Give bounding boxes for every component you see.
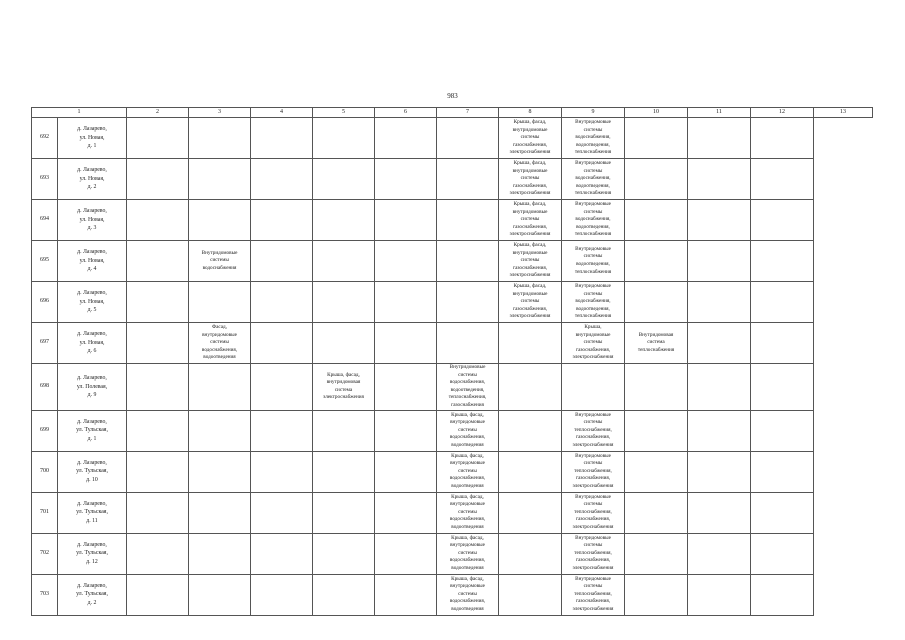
cell-text: 695 (40, 257, 49, 264)
cell-text: д. Лазарево, ул. Тульская, д. 2 (76, 582, 108, 606)
cell-text: Крыша, фасад, внутридомовые системы водоснабжения, водоотведения (449, 534, 486, 571)
cell-text: Внутридомовые системы теплоснабжения, газоснабжения, электроснабжения (572, 452, 614, 489)
table-row (32, 118, 873, 159)
work-cell-col-5 (251, 533, 313, 574)
work-cell-col-11 (625, 492, 688, 533)
work-cell-col-11 (625, 533, 688, 574)
work-cell-col-6 (313, 364, 375, 411)
work-cell-col-7 (375, 451, 437, 492)
work-cell-col-7 (375, 533, 437, 574)
address-cell (58, 492, 127, 533)
work-cell-col-12 (688, 159, 751, 200)
header-row (32, 108, 873, 118)
address-cell (58, 364, 127, 411)
work-cell-col-13 (751, 410, 814, 451)
work-cell-col-3 (127, 241, 189, 282)
row-number-cell (32, 364, 58, 411)
work-cell-col-8 (437, 574, 499, 615)
work-cell-col-10 (562, 282, 625, 323)
work-cell-col-10 (562, 410, 625, 451)
work-cell-col-3 (127, 118, 189, 159)
cell-text: д. Лазарево, ул. Тульская, д. 11 (76, 500, 108, 524)
column-header: 12 (751, 108, 814, 118)
work-cell-col-11 (625, 282, 688, 323)
address-cell (58, 159, 127, 200)
row-number-cell (32, 574, 58, 615)
repair-schedule-table (31, 107, 873, 616)
work-cell-col-10 (562, 364, 625, 411)
cell-text: Крыша, фасад, внутридомовые системы водоснабжения, водоотведения (449, 411, 486, 448)
work-cell-col-5 (251, 410, 313, 451)
work-cell-col-10 (562, 323, 625, 364)
work-cell-col-4 (189, 451, 251, 492)
cell-text: Внутридомовые системы теплоснабжения, газоснабжения, электроснабжения (572, 575, 614, 612)
work-cell-col-10 (562, 533, 625, 574)
column-header: 1 (32, 108, 127, 118)
work-cell-col-9 (499, 533, 562, 574)
cell-text: 703 (40, 590, 49, 597)
row-number-cell (32, 118, 58, 159)
work-cell-col-5 (251, 241, 313, 282)
table-row (32, 200, 873, 241)
cell-text: Крыша, фасад, внутридомовые системы водоснабжения, водоотведения (449, 493, 486, 530)
work-cell-col-11 (625, 410, 688, 451)
work-cell-col-4 (189, 323, 251, 364)
work-cell-col-7 (375, 282, 437, 323)
work-cell-col-6 (313, 410, 375, 451)
cell-text: д. Лазарево, ул. Новая, д. 4 (77, 249, 107, 273)
row-number-cell (32, 241, 58, 282)
cell-text: Крыша, фасад, внутридомовые системы газоснабжения, электроснабжения (509, 119, 551, 156)
work-cell-col-6 (313, 118, 375, 159)
work-cell-col-12 (688, 118, 751, 159)
cell-text: Крыша, фасад, внутридомовые системы газоснабжения, электроснабжения (509, 201, 551, 238)
work-cell-col-10 (562, 492, 625, 533)
cell-text: д. Лазарево, ул. Тульская, д. 1 (76, 418, 108, 442)
address-cell (58, 241, 127, 282)
work-cell-col-6 (313, 159, 375, 200)
cell-text: Внутридомовые системы теплоснабжения, газоснабжения, электроснабжения (572, 493, 614, 530)
work-cell-col-10 (562, 574, 625, 615)
work-cell-col-3 (127, 323, 189, 364)
cell-text: 701 (40, 508, 49, 515)
work-cell-col-5 (251, 492, 313, 533)
address-cell (58, 451, 127, 492)
cell-text: Фасад, внутридомовые системы водоснабжения, водоотведения (201, 324, 238, 361)
page-number: 983 (447, 92, 458, 100)
work-cell-col-12 (688, 533, 751, 574)
cell-text: д. Лазарево, ул. Новая, д. 5 (77, 290, 107, 314)
work-cell-col-9 (499, 282, 562, 323)
column-header: 3 (189, 108, 251, 118)
work-cell-col-4 (189, 364, 251, 411)
table-row (32, 533, 873, 574)
work-cell-col-13 (751, 200, 814, 241)
work-cell-col-9 (499, 574, 562, 615)
work-cell-col-4 (189, 533, 251, 574)
work-cell-col-5 (251, 323, 313, 364)
cell-text: д. Лазарево, ул. Тульская, д. 10 (76, 459, 108, 483)
work-cell-col-3 (127, 282, 189, 323)
work-cell-col-8 (437, 451, 499, 492)
address-cell (58, 323, 127, 364)
address-cell (58, 574, 127, 615)
work-cell-col-7 (375, 241, 437, 282)
table-row (32, 364, 873, 411)
cell-text: 692 (40, 134, 49, 141)
work-cell-col-6 (313, 533, 375, 574)
row-number-cell (32, 282, 58, 323)
work-cell-col-13 (751, 574, 814, 615)
work-cell-col-11 (625, 574, 688, 615)
work-cell-col-3 (127, 159, 189, 200)
address-cell (58, 118, 127, 159)
work-cell-col-6 (313, 323, 375, 364)
cell-text: Крыша, фасад, внутридомовые системы газоснабжения, электроснабжения (509, 160, 551, 197)
work-cell-col-5 (251, 159, 313, 200)
work-cell-col-13 (751, 241, 814, 282)
work-cell-col-7 (375, 492, 437, 533)
work-cell-col-11 (625, 200, 688, 241)
cell-text: 698 (40, 382, 49, 389)
cell-text: Внутридомовая система теплоснабжения (637, 331, 675, 353)
cell-text: д. Лазарево, ул. Полевая, д. 9 (76, 375, 108, 399)
work-cell-col-12 (688, 241, 751, 282)
work-cell-col-11 (625, 118, 688, 159)
work-cell-col-7 (375, 200, 437, 241)
column-header: 13 (814, 108, 873, 118)
cell-text: 700 (40, 467, 49, 474)
work-cell-col-9 (499, 410, 562, 451)
work-cell-col-12 (688, 282, 751, 323)
work-cell-col-6 (313, 282, 375, 323)
work-cell-col-12 (688, 200, 751, 241)
work-cell-col-6 (313, 492, 375, 533)
work-cell-col-4 (189, 574, 251, 615)
work-cell-col-8 (437, 118, 499, 159)
work-cell-col-7 (375, 410, 437, 451)
cell-text: Крыша, внутридомовые системы газоснабжения, электроснабжения (572, 324, 614, 361)
work-cell-col-3 (127, 492, 189, 533)
table-row (32, 282, 873, 323)
cell-text: Внутридомовые системы водоснабжения, водоотведения, теплоснабжения, газоснабжения (448, 364, 487, 408)
work-cell-col-3 (127, 200, 189, 241)
work-cell-col-9 (499, 200, 562, 241)
cell-text: Внутридомовые системы водоснабжения, водоотведения, теплоснабжения (574, 283, 612, 320)
work-cell-col-4 (189, 410, 251, 451)
column-header: 10 (625, 108, 688, 118)
work-cell-col-13 (751, 364, 814, 411)
work-cell-col-11 (625, 241, 688, 282)
row-number-cell (32, 200, 58, 241)
work-cell-col-4 (189, 159, 251, 200)
address-cell (58, 410, 127, 451)
cell-text: Крыша, фасад, внутридомовые системы газоснабжения, электроснабжения (509, 283, 551, 320)
work-cell-col-11 (625, 451, 688, 492)
table-row (32, 241, 873, 282)
cell-text: Внутридомовые системы водоснабжения (201, 249, 238, 271)
work-cell-col-8 (437, 323, 499, 364)
work-cell-col-9 (499, 364, 562, 411)
work-cell-col-6 (313, 451, 375, 492)
work-cell-col-9 (499, 451, 562, 492)
work-cell-col-7 (375, 574, 437, 615)
work-cell-col-3 (127, 574, 189, 615)
work-cell-col-10 (562, 451, 625, 492)
row-number-cell (32, 451, 58, 492)
cell-text: 693 (40, 175, 49, 182)
work-cell-col-5 (251, 364, 313, 411)
work-cell-col-4 (189, 241, 251, 282)
work-cell-col-8 (437, 159, 499, 200)
row-number-cell (32, 492, 58, 533)
work-cell-col-5 (251, 282, 313, 323)
work-cell-col-5 (251, 451, 313, 492)
row-number-cell (32, 323, 58, 364)
cell-text: Внутридомовые системы теплоснабжения, газоснабжения, электроснабжения (572, 411, 614, 448)
work-cell-col-9 (499, 118, 562, 159)
table-row (32, 574, 873, 615)
work-cell-col-7 (375, 364, 437, 411)
work-cell-col-4 (189, 200, 251, 241)
column-header: 8 (499, 108, 562, 118)
work-cell-col-11 (625, 364, 688, 411)
table-row (32, 451, 873, 492)
work-cell-col-13 (751, 492, 814, 533)
cell-text: Внутридомовые системы теплоснабжения, газоснабжения, электроснабжения (572, 534, 614, 571)
work-cell-col-9 (499, 159, 562, 200)
work-cell-col-7 (375, 323, 437, 364)
work-cell-col-4 (189, 282, 251, 323)
work-cell-col-8 (437, 282, 499, 323)
work-cell-col-12 (688, 451, 751, 492)
cell-text: д. Лазарево, ул. Новая, д. 6 (77, 331, 107, 355)
work-cell-col-4 (189, 492, 251, 533)
work-cell-col-10 (562, 200, 625, 241)
column-header: 6 (375, 108, 437, 118)
row-number-cell (32, 410, 58, 451)
table-row (32, 410, 873, 451)
row-number-cell (32, 159, 58, 200)
work-cell-col-8 (437, 492, 499, 533)
work-cell-col-8 (437, 200, 499, 241)
work-cell-col-12 (688, 323, 751, 364)
cell-text: д. Лазарево, ул. Новая, д. 3 (77, 208, 107, 232)
work-cell-col-9 (499, 492, 562, 533)
cell-text: д. Лазарево, ул. Тульская, д. 12 (76, 541, 108, 565)
work-cell-col-4 (189, 118, 251, 159)
work-cell-col-11 (625, 323, 688, 364)
work-cell-col-6 (313, 574, 375, 615)
work-cell-col-3 (127, 451, 189, 492)
work-cell-col-13 (751, 282, 814, 323)
work-cell-col-5 (251, 118, 313, 159)
work-cell-col-13 (751, 323, 814, 364)
cell-text: 699 (40, 426, 49, 433)
work-cell-col-12 (688, 364, 751, 411)
cell-text: Внутридомовые системы водоотведения, теплоснабжения (574, 245, 612, 275)
cell-text: 694 (40, 216, 49, 223)
table-row (32, 323, 873, 364)
cell-text: Крыша, фасад, внутридомовые системы водоснабжения, водоотведения (449, 452, 486, 489)
work-cell-col-12 (688, 410, 751, 451)
work-cell-col-3 (127, 364, 189, 411)
work-cell-col-10 (562, 159, 625, 200)
row-number-cell (32, 533, 58, 574)
work-cell-col-13 (751, 118, 814, 159)
address-cell (58, 533, 127, 574)
cell-text: 696 (40, 298, 49, 305)
work-cell-col-3 (127, 410, 189, 451)
column-header: 4 (251, 108, 313, 118)
column-header: 5 (313, 108, 375, 118)
work-cell-col-6 (313, 241, 375, 282)
cell-text: д. Лазарево, ул. Новая, д. 1 (77, 126, 107, 150)
work-cell-col-12 (688, 492, 751, 533)
cell-text: 702 (40, 549, 49, 556)
work-cell-col-9 (499, 241, 562, 282)
cell-text: 697 (40, 339, 49, 346)
work-cell-col-5 (251, 574, 313, 615)
work-cell-col-8 (437, 410, 499, 451)
work-cell-col-7 (375, 159, 437, 200)
cell-text: Внутридомовые системы водоснабжения, водоотведения, теплоснабжения (574, 119, 612, 156)
cell-text: д. Лазарево, ул. Новая, д. 2 (77, 167, 107, 191)
cell-text: Крыша, фасад, внутридомовая система электроснабжения (323, 371, 364, 401)
work-cell-col-8 (437, 241, 499, 282)
work-cell-col-5 (251, 200, 313, 241)
table-row (32, 492, 873, 533)
column-header: 9 (562, 108, 625, 118)
work-cell-col-8 (437, 533, 499, 574)
column-header: 7 (437, 108, 499, 118)
work-cell-col-9 (499, 323, 562, 364)
cell-text: Внутридомовые системы водоснабжения, водоотведения, теплоснабжения (574, 160, 612, 197)
work-cell-col-8 (437, 364, 499, 411)
work-cell-col-6 (313, 200, 375, 241)
work-cell-col-3 (127, 533, 189, 574)
cell-text: Крыша, фасад, внутридомовые системы газоснабжения, электроснабжения (509, 242, 551, 279)
table-row (32, 159, 873, 200)
work-cell-col-11 (625, 159, 688, 200)
work-cell-col-13 (751, 533, 814, 574)
work-cell-col-10 (562, 118, 625, 159)
work-cell-col-7 (375, 118, 437, 159)
work-cell-col-10 (562, 241, 625, 282)
column-header: 2 (127, 108, 189, 118)
column-header: 11 (688, 108, 751, 118)
work-cell-col-13 (751, 451, 814, 492)
cell-text: Крыша, фасад, внутридомовые системы водоснабжения, водоотведения (449, 575, 486, 612)
work-cell-col-12 (688, 574, 751, 615)
work-cell-col-13 (751, 159, 814, 200)
address-cell (58, 282, 127, 323)
address-cell (58, 200, 127, 241)
cell-text: Внутридомовые системы водоснабжения, водоотведения, теплоснабжения (574, 201, 612, 238)
